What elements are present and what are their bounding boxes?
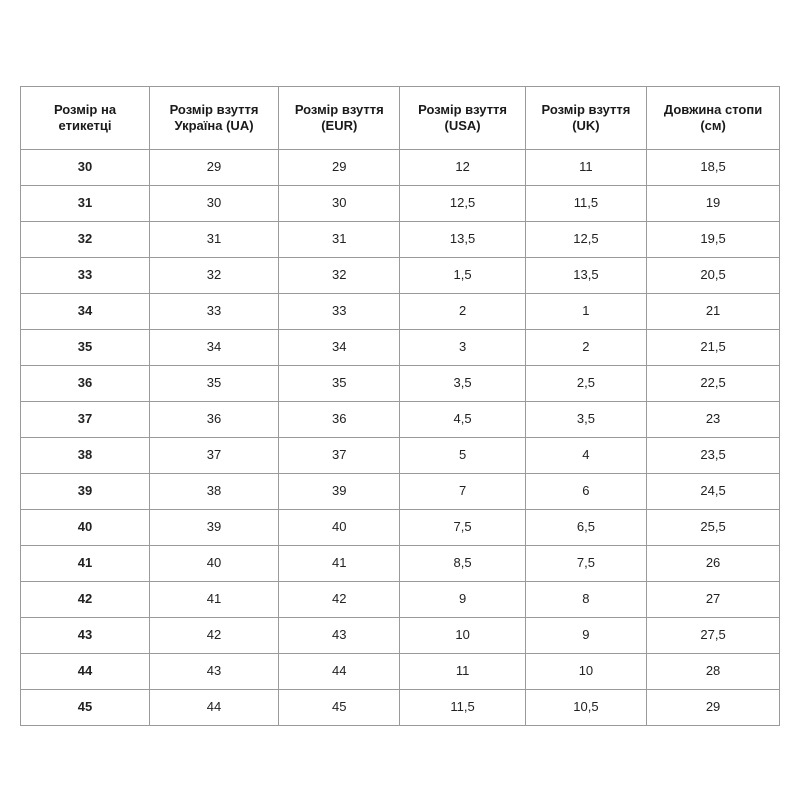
cell-usa-size: 9 [400, 582, 525, 618]
cell-label-size: 41 [21, 546, 150, 582]
cell-usa-size: 13,5 [400, 222, 525, 258]
cell-usa-size: 2 [400, 294, 525, 330]
cell-foot-length: 22,5 [647, 366, 780, 402]
cell-foot-length: 19 [647, 186, 780, 222]
cell-eur-size: 42 [279, 582, 400, 618]
table-row [21, 510, 780, 546]
cell-ua-size: 36 [150, 402, 279, 438]
cell-foot-length: 26 [647, 546, 780, 582]
table-row [21, 330, 780, 366]
cell-ua-size: 43 [150, 654, 279, 690]
cell-ua-size: 34 [150, 330, 279, 366]
cell-foot-length: 20,5 [647, 258, 780, 294]
cell-label-size: 43 [21, 618, 150, 654]
cell-usa-size: 1,5 [400, 258, 525, 294]
table-row [21, 222, 780, 258]
column-header-eur-size: Розмір взуття (EUR) [279, 87, 400, 150]
table-row [21, 294, 780, 330]
cell-ua-size: 35 [150, 366, 279, 402]
cell-uk-size: 13,5 [525, 258, 646, 294]
cell-label-size: 32 [21, 222, 150, 258]
cell-ua-size: 41 [150, 582, 279, 618]
cell-eur-size: 35 [279, 366, 400, 402]
cell-label-size: 42 [21, 582, 150, 618]
cell-uk-size: 2 [525, 330, 646, 366]
column-header-foot-length: Довжина стопи (см) [647, 87, 780, 150]
cell-label-size: 33 [21, 258, 150, 294]
cell-label-size: 39 [21, 474, 150, 510]
cell-ua-size: 29 [150, 150, 279, 186]
cell-eur-size: 39 [279, 474, 400, 510]
column-header-uk-size: Розмір взуття (UK) [525, 87, 646, 150]
cell-eur-size: 36 [279, 402, 400, 438]
cell-foot-length: 27 [647, 582, 780, 618]
table-header [21, 87, 780, 150]
cell-usa-size: 7,5 [400, 510, 525, 546]
cell-label-size: 31 [21, 186, 150, 222]
cell-uk-size: 1 [525, 294, 646, 330]
cell-label-size: 44 [21, 654, 150, 690]
cell-label-size: 30 [21, 150, 150, 186]
cell-label-size: 35 [21, 330, 150, 366]
cell-ua-size: 38 [150, 474, 279, 510]
cell-eur-size: 37 [279, 438, 400, 474]
cell-eur-size: 31 [279, 222, 400, 258]
cell-usa-size: 11,5 [400, 690, 525, 726]
cell-ua-size: 37 [150, 438, 279, 474]
table-row [21, 438, 780, 474]
cell-usa-size: 5 [400, 438, 525, 474]
cell-usa-size: 3,5 [400, 366, 525, 402]
cell-foot-length: 21 [647, 294, 780, 330]
cell-ua-size: 44 [150, 690, 279, 726]
cell-uk-size: 6 [525, 474, 646, 510]
table-row [21, 582, 780, 618]
table-row [21, 258, 780, 294]
cell-uk-size: 10,5 [525, 690, 646, 726]
cell-eur-size: 29 [279, 150, 400, 186]
cell-eur-size: 45 [279, 690, 400, 726]
cell-usa-size: 8,5 [400, 546, 525, 582]
cell-label-size: 45 [21, 690, 150, 726]
cell-uk-size: 3,5 [525, 402, 646, 438]
cell-eur-size: 44 [279, 654, 400, 690]
cell-ua-size: 40 [150, 546, 279, 582]
cell-usa-size: 4,5 [400, 402, 525, 438]
cell-uk-size: 9 [525, 618, 646, 654]
cell-usa-size: 3 [400, 330, 525, 366]
cell-usa-size: 7 [400, 474, 525, 510]
cell-uk-size: 11,5 [525, 186, 646, 222]
table-row [21, 654, 780, 690]
cell-eur-size: 32 [279, 258, 400, 294]
cell-usa-size: 10 [400, 618, 525, 654]
cell-eur-size: 34 [279, 330, 400, 366]
cell-eur-size: 40 [279, 510, 400, 546]
cell-uk-size: 8 [525, 582, 646, 618]
cell-foot-length: 18,5 [647, 150, 780, 186]
cell-ua-size: 31 [150, 222, 279, 258]
cell-label-size: 36 [21, 366, 150, 402]
cell-foot-length: 23,5 [647, 438, 780, 474]
cell-ua-size: 30 [150, 186, 279, 222]
cell-foot-length: 19,5 [647, 222, 780, 258]
cell-foot-length: 28 [647, 654, 780, 690]
shoe-size-table [20, 86, 780, 726]
cell-label-size: 34 [21, 294, 150, 330]
cell-uk-size: 4 [525, 438, 646, 474]
table-row [21, 546, 780, 582]
cell-foot-length: 27,5 [647, 618, 780, 654]
cell-label-size: 38 [21, 438, 150, 474]
cell-foot-length: 23 [647, 402, 780, 438]
cell-uk-size: 2,5 [525, 366, 646, 402]
table-body [21, 150, 780, 726]
table-row [21, 150, 780, 186]
table-row [21, 366, 780, 402]
cell-ua-size: 42 [150, 618, 279, 654]
cell-ua-size: 39 [150, 510, 279, 546]
cell-ua-size: 33 [150, 294, 279, 330]
cell-usa-size: 12,5 [400, 186, 525, 222]
table-row [21, 618, 780, 654]
cell-uk-size: 7,5 [525, 546, 646, 582]
table-row [21, 474, 780, 510]
size-chart-container [20, 86, 780, 726]
cell-label-size: 37 [21, 402, 150, 438]
column-header-label-size: Розмір на етикетці [21, 87, 150, 150]
cell-eur-size: 33 [279, 294, 400, 330]
table-row [21, 402, 780, 438]
cell-uk-size: 11 [525, 150, 646, 186]
table-header-row [21, 87, 780, 150]
cell-usa-size: 11 [400, 654, 525, 690]
column-header-usa-size: Розмір взуття (USA) [400, 87, 525, 150]
cell-usa-size: 12 [400, 150, 525, 186]
cell-foot-length: 24,5 [647, 474, 780, 510]
cell-foot-length: 25,5 [647, 510, 780, 546]
cell-eur-size: 41 [279, 546, 400, 582]
cell-label-size: 40 [21, 510, 150, 546]
column-header-ua-size: Розмір взуття Україна (UA) [150, 87, 279, 150]
cell-uk-size: 10 [525, 654, 646, 690]
table-row [21, 186, 780, 222]
cell-eur-size: 43 [279, 618, 400, 654]
cell-uk-size: 6,5 [525, 510, 646, 546]
cell-uk-size: 12,5 [525, 222, 646, 258]
cell-ua-size: 32 [150, 258, 279, 294]
cell-foot-length: 21,5 [647, 330, 780, 366]
table-row [21, 690, 780, 726]
cell-eur-size: 30 [279, 186, 400, 222]
cell-foot-length: 29 [647, 690, 780, 726]
